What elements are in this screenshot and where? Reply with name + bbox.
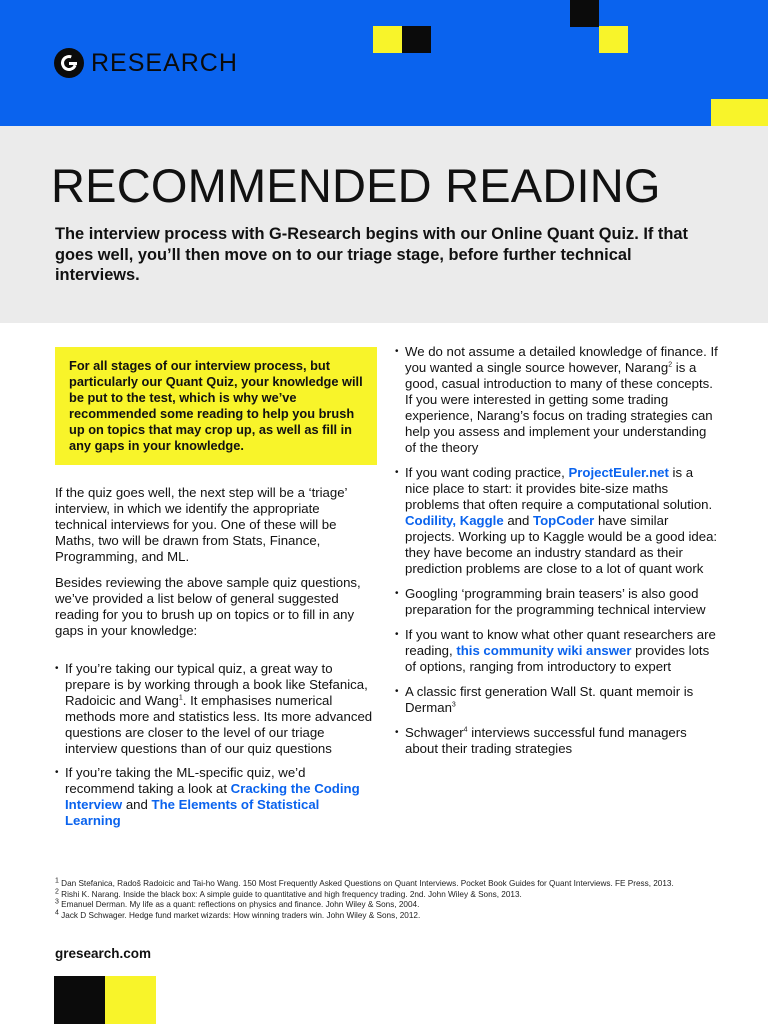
list-item-text: A classic first generation Wall St. quant memoir is Derman	[405, 684, 694, 715]
list-item-text: is a nice place to start: it provides bite-size maths problems that often require a computational solution.	[405, 465, 713, 512]
brand-logo[interactable]	[54, 47, 238, 79]
right-reading-list	[395, 344, 720, 766]
website-link[interactable]: gresearch.com	[55, 946, 152, 961]
list-item-text: interviews successful fund managers about their trading strategies	[405, 725, 687, 756]
g-research-logo-icon	[54, 48, 84, 78]
list-item-text: If you’re taking the ML-specific quiz, we’d recommend taking a look at	[65, 765, 306, 796]
left-reading-list	[55, 661, 375, 837]
topcoder-link[interactable]: TopCoder	[533, 513, 595, 528]
footnote-text: Jack D Schwager. Hedge fund market wizards: How winning traders win. John Wiley & Sons, 2012.	[58, 910, 421, 920]
list-item-text: and	[503, 513, 534, 528]
cracking-coding-interview-link[interactable]: Cracking the Coding Interview	[65, 781, 360, 812]
footnote-text: Rishi K. Narang. Inside the black box: A simple guide to quantitative and high frequency trading. 2nd. John Wiley & Sons, 2013.	[58, 889, 522, 899]
footnote-number: 4	[55, 908, 59, 916]
decorative-yellow-square	[711, 99, 768, 126]
elements-statistical-learning-link[interactable]: The Elements of Statistical Learning	[65, 797, 320, 828]
list-item-text: and	[122, 797, 152, 812]
list-item	[395, 725, 720, 757]
footnote-text: Emanuel Derman. My life as a quant: reflections on physics and finance. John Wiley & Sons, 2004.	[58, 900, 420, 909]
footnote-number: 1	[55, 877, 59, 885]
footnote-ref: 3	[451, 701, 456, 709]
footnote	[55, 900, 720, 911]
decorative-yellow-square	[105, 976, 156, 1024]
footnote-number: 2	[55, 887, 59, 895]
list-item	[395, 684, 720, 716]
footnote-ref: 2	[668, 361, 673, 369]
footnote-number: 3	[55, 898, 59, 906]
footnote-ref: 4	[463, 726, 468, 734]
list-item-text: . It emphasises numerical methods more and statistics less. Its more advanced questions are closer to the level of our triage interview questions than of our quiz questions	[65, 693, 373, 756]
intro-lead-text: The interview process with G-Research begins with our Online Quant Quiz. If that goes well, you’ll then move on to our triage stage, before further technical interviews.	[55, 225, 688, 284]
list-item	[395, 344, 720, 456]
list-item-text: If you want coding practice,	[405, 465, 569, 480]
list-item-text: If you want to know what other quant researchers are reading,	[405, 627, 716, 658]
decorative-black-square	[402, 26, 431, 53]
page-title: RECOMMENDED READING	[51, 159, 661, 212]
codility-kaggle-link[interactable]: Codility, Kaggle	[405, 513, 504, 528]
header-banner	[0, 0, 768, 126]
footnote	[55, 879, 720, 890]
brand-name: RESEARCH	[91, 48, 238, 77]
callout-box: For all stages of our interview process, but particularly our Quant Quiz, your knowledge will be put to the test, which is why we’ve recommended some reading to help you brush up on topics that may crop up, as well as fill in any gaps in your knowledge.	[55, 347, 377, 465]
community-wiki-link[interactable]: this community wiki answer	[456, 643, 632, 658]
list-item-text: is a good, casual introduction to many of these concepts. If you were interested in getting some trading experience, Narang’s focus on trading strategies can help you assess and implement your understanding of the theory	[405, 360, 713, 455]
list-item-text: Googling ‘programming brain teasers’ is also good preparation for the programming technical interview	[405, 586, 706, 617]
decorative-yellow-square	[599, 26, 628, 53]
footnote-ref: 1	[178, 694, 183, 702]
decorative-yellow-square	[373, 26, 402, 53]
list-item-text: We do not assume a detailed knowledge of finance. If you wanted a single source however, Narang	[405, 344, 718, 375]
footnotes	[55, 879, 720, 921]
footnote	[55, 908, 720, 922]
list-item	[55, 661, 375, 757]
project-euler-link[interactable]: ProjectEuler.net	[568, 465, 669, 480]
list-item-text: Schwager	[405, 725, 464, 740]
list-item	[395, 627, 720, 675]
list-item	[395, 465, 720, 577]
decorative-black-square	[54, 976, 105, 1024]
list-item-text: have similar projects. Working up to Kaggle would be a good idea: they have become an industry standard as their prediction problems are close to a lot of quant work	[405, 513, 718, 576]
list-item-text: provides lots of options, ranging from introductory to expert	[405, 643, 710, 674]
footnote-text: Dan Stefanica, Radoš Radoicic and Tai-ho Wang. 150 Most Frequently Asked Questions on Quant Interviews. Pocket Book Guides for Quant Interviews. FE Press, 2013.	[58, 879, 674, 888]
triage-paragraph: If the quiz goes well, the next step will be a ‘triage’ interview, in which we identify the appropriate technical interviews for you. One of these will be Maths, two will be drawn from Stats, Finance, Programming, and ML.	[55, 485, 347, 564]
decorative-black-square	[570, 0, 599, 27]
list-item-text: If you’re taking our typical quiz, a great way to prepare is by working through a book like Stefanica, Radoicic and Wang	[65, 661, 368, 708]
reading-intro-paragraph: Besides reviewing the above sample quiz questions, we’ve provided a list below of general suggested reading for you to brush up on topics or to fill in any gaps in your knowledge:	[55, 575, 361, 638]
footnote	[55, 887, 720, 901]
list-item	[395, 586, 720, 618]
list-item	[55, 765, 375, 829]
